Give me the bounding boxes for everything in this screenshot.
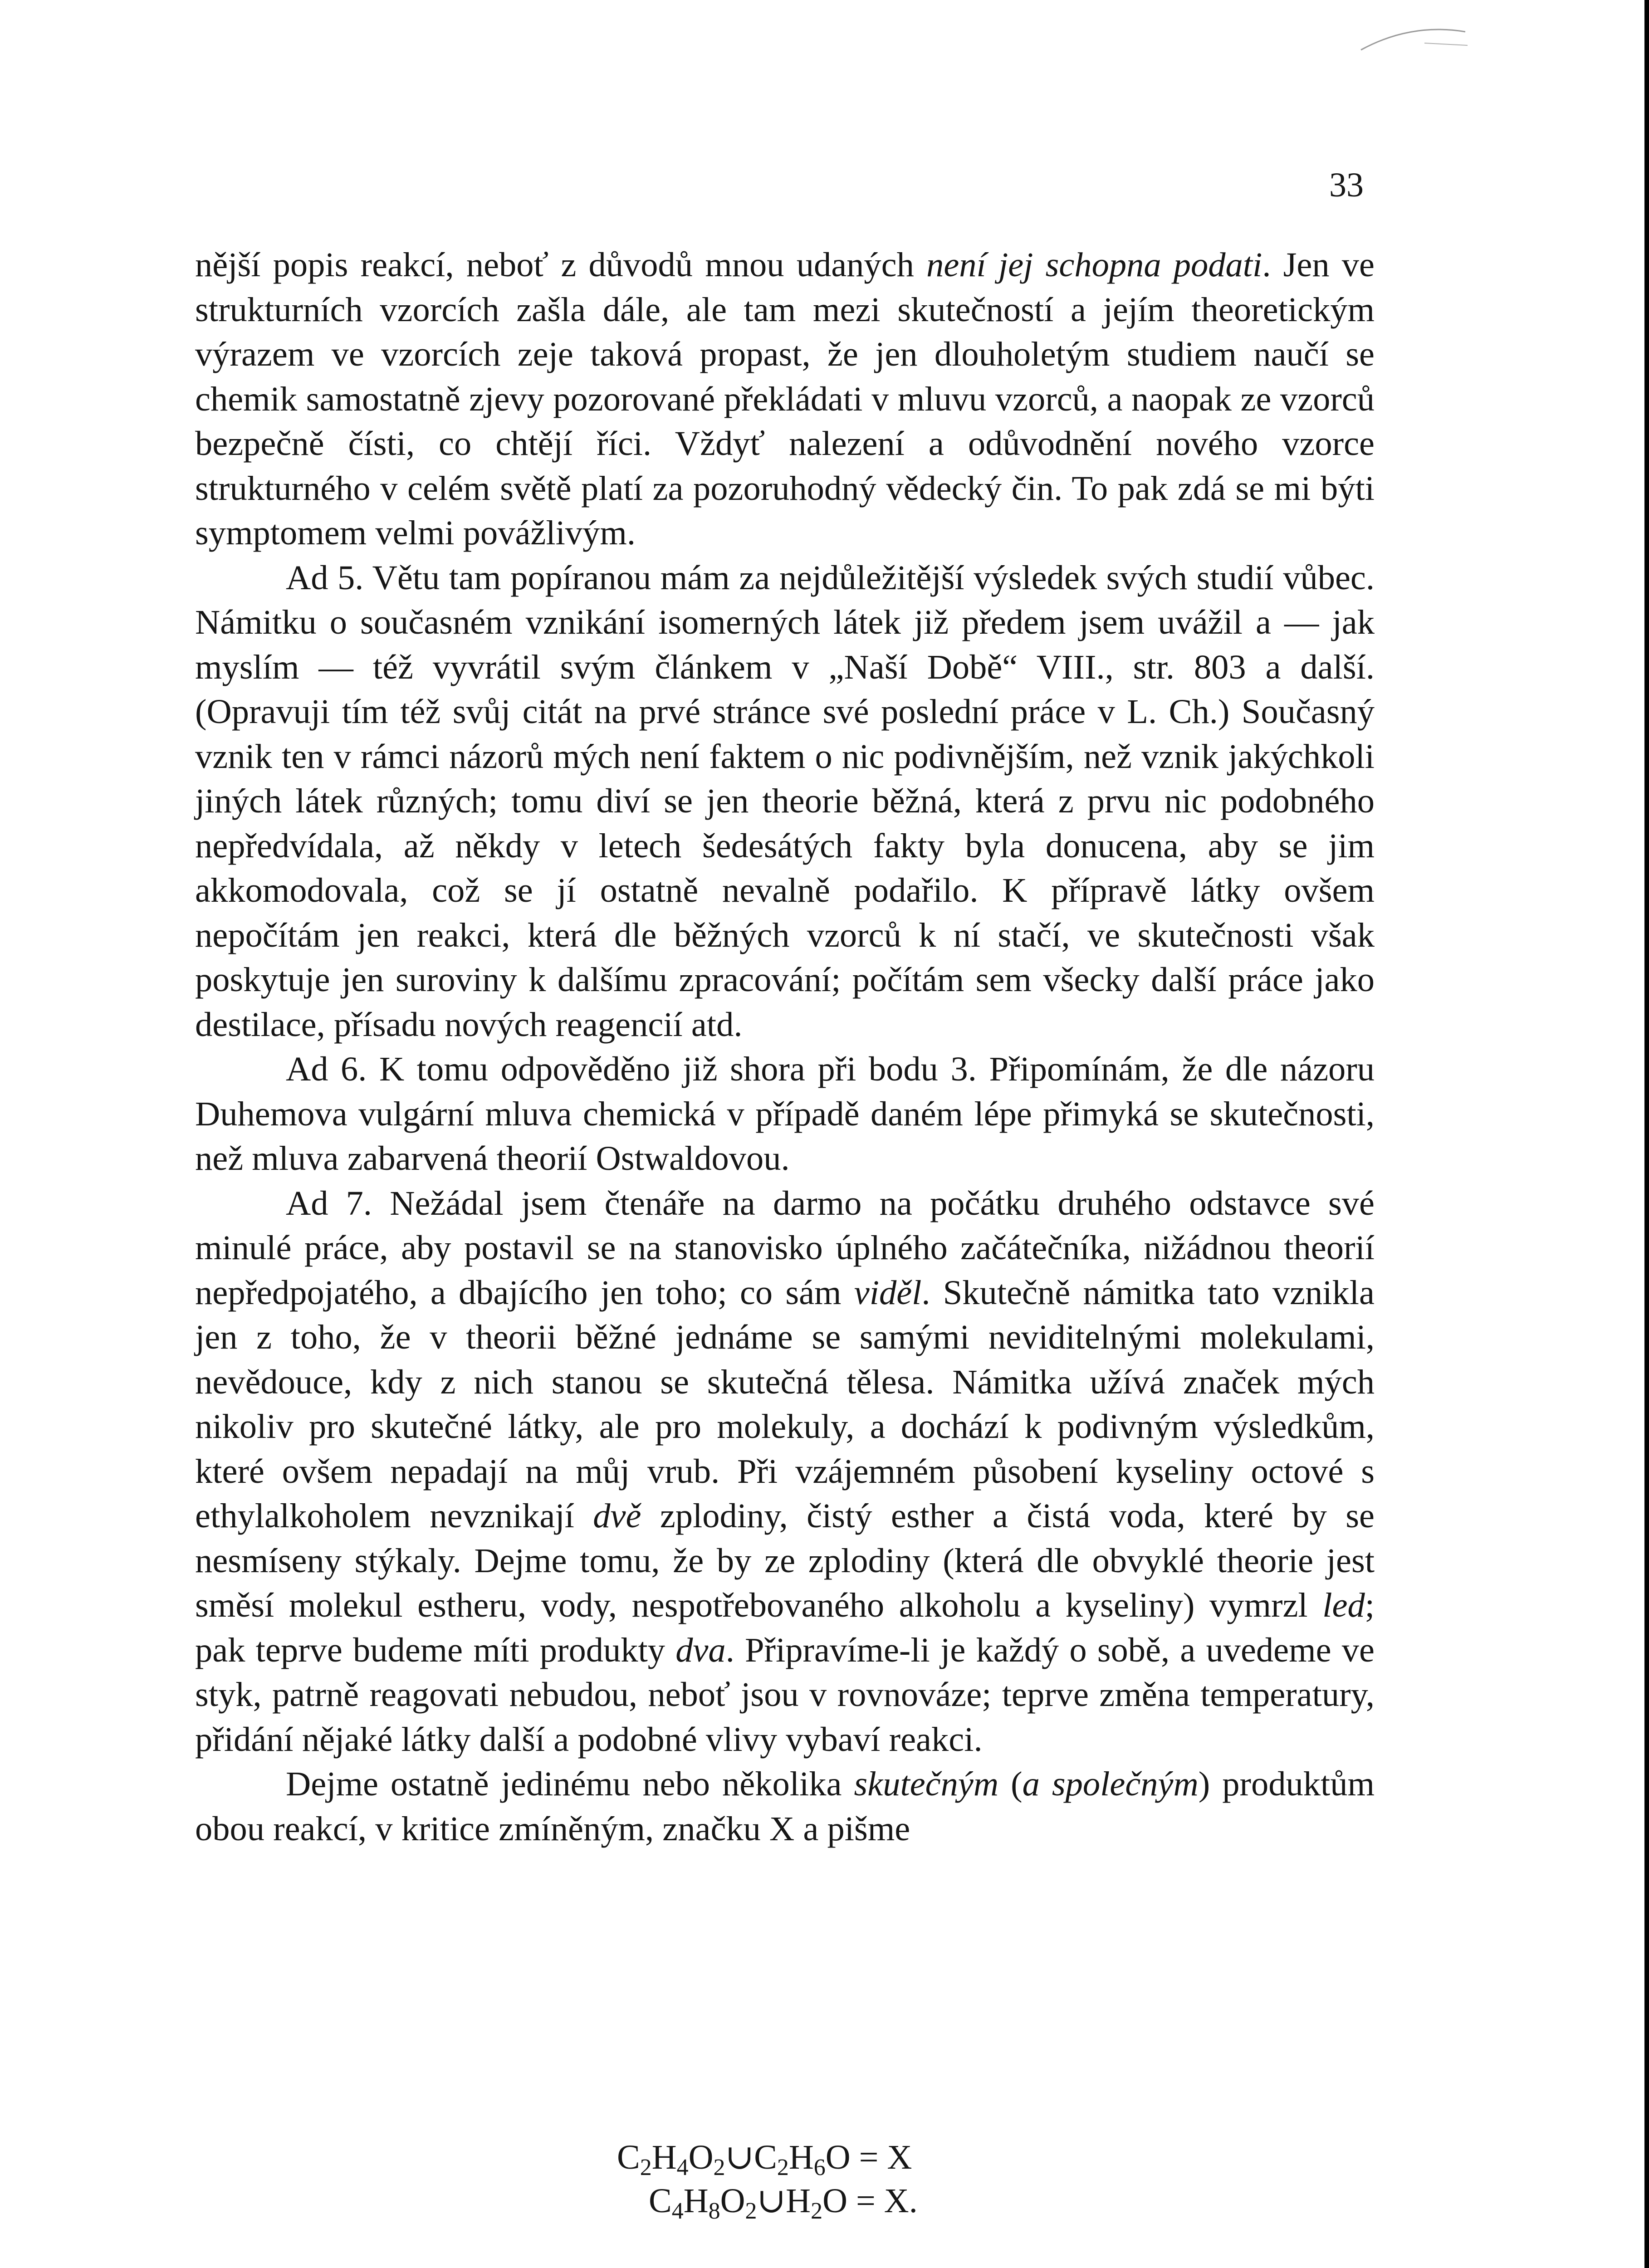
scan-corner-mark: [1356, 18, 1470, 54]
formula-symbol: ∪: [725, 2138, 754, 2176]
text-run: Ad 6. K tomu odpověděno již shora při bodu 3. Připomínám, že dle názoru Duhemova vulgární mluva chemická v případě daném lépe přimyká se skutečnosti, než mluva zabarvená theorií Ostwaldovou.: [195, 1050, 1375, 1178]
formula-symbol: O = X: [825, 2138, 912, 2176]
paragraph-ad-6: [195, 1047, 1375, 1181]
formula-symbol: H: [651, 2138, 677, 2176]
formula-symbol: C: [754, 2138, 777, 2176]
italic-run: dva: [675, 1630, 726, 1669]
formula-subscript: 2: [745, 2198, 757, 2224]
text-run: . Jen ve strukturních vzorcích zašla dále, ale tam mezi skutečností a jejím theoretickým výrazem ve vzorcích zeje taková propast, že jen dlouholetým studiem naučí se chemik samostatně zjevy pozorované překládati v mluvu vzorců, a naopak ze vzorců bezpečně čísti, co chtějí říci. Vždyť nalezení a odůvodnění nového vzorce strukturného v celém světě platí za pozoruhodný vědecký čin. To pak zdá se mi býti symptomem velmi povážlivým.: [195, 245, 1375, 552]
formula-symbol: O: [688, 2138, 714, 2176]
formula-symbol: H: [788, 2138, 814, 2176]
formula-subscript: 2: [713, 2155, 725, 2180]
italic-run: led: [1322, 1586, 1365, 1624]
formula-symbol: C: [617, 2138, 640, 2176]
formula-subscript: 6: [813, 2155, 826, 2180]
formula-symbol: O: [720, 2182, 745, 2220]
text-run: ) produktům obou reakcí, v kritice zmíněným, značku X a pišme: [195, 1765, 1375, 1848]
formula-block: [617, 2136, 918, 2223]
paragraph-ad-5: [195, 556, 1375, 1047]
text-run: zplodiny, čistý esther a čistá voda, které by se nesmíseny stýkaly. Dejme tomu, že by ze zplodiny (která dle obvyklé theorie jest směsí molekul estheru, vody, nespotřebovaného alkoholu a kyseliny) vymrzl: [195, 1496, 1375, 1624]
text-run: Ad 5. Větu tam popíranou mám za nejdůležitější výsledek svých studií vůbec. Námitku o současném vznikání isomerných látek již předem jsem uvážil a — jak myslím — též vyvrátil svým článkem v „Naší Době“ VIII., str. 803 a další. (Opravuji tím též svůj citát na prvé stránce své poslední práce v L. Ch.) Současný vznik ten v rámci názorů mých není faktem o nic podivnějším, než vznik jakýchkoli jiných látek různých; tomu diví se jen theorie běžná, která z prvu nic podobného nepředvídala, až někdy v letech šedesátých fakty byla donucena, aby se jim akkomodovala, což se jí ostatně nevalně podařilo. K přípravě látky ovšem nepočítám jen reakci, která dle běžných vzorců k ní stačí, ve skutečnosti však poskytuje jen suroviny k dalšímu zpracování; počítám sem všecky další práce jako destilace, přísadu nových reagencií atd.: [195, 558, 1375, 1044]
formula-subscript: 2: [811, 2198, 823, 2224]
text-run: nější popis reakcí, neboť z důvodů mnou udaných: [195, 245, 927, 284]
formula-line-1: [617, 2136, 918, 2179]
paragraph-1: [195, 243, 1375, 556]
formula-subscript: 2: [777, 2155, 789, 2180]
paragraph-ad-7: [195, 1181, 1375, 1762]
text-run: . Skutečně námitka tato vznikla jen z toho, že v theorii běžné jednáme se samými neviditelnými molekulami, nevědouce, kdy z nich stanou se skutečná tělesa. Námitka užívá značek mých nikoliv pro skutečné látky, ale pro molekuly, a dochází k podivným výsledkům, které ovšem nepadají na můj vrub. Při vzájemném působení kyseliny octové s ethylalkoholem nevznikají: [195, 1273, 1375, 1535]
formula-subscript: 4: [676, 2155, 689, 2180]
text-run: (: [998, 1765, 1023, 1803]
formula-subscript: 2: [640, 2155, 652, 2180]
formula-symbol: O = X.: [822, 2182, 918, 2220]
paragraph-final: [195, 1762, 1375, 1851]
text-run: Dejme ostatně jedinému nebo několika: [286, 1765, 854, 1803]
text-run: Ad 7. Nežádal jsem čtenáře na darmo na počátku druhého odstavce své minulé práce, aby postavil se na stanovisko úplného začátečníka, nižádnou theorií nepředpojatého, a dbajícího jen toho; co sám: [195, 1183, 1375, 1312]
page-number: 33: [1329, 166, 1364, 204]
body-text: [195, 243, 1375, 1851]
italic-run: není jej schopna podati: [926, 245, 1262, 284]
formula-line-2: [617, 2179, 918, 2223]
italic-run: viděl: [854, 1273, 922, 1312]
italic-run: skutečným: [854, 1765, 999, 1803]
formula-symbol: C: [649, 2182, 672, 2220]
text-run: . Připravíme-li je každý o sobě, a uvedeme ve styk, patrně reagovati nebudou, neboť jsou v rovnováze; teprve změna temperatury, přidání nějaké látky další a podobné vlivy vybaví reakci.: [195, 1630, 1375, 1759]
formula-symbol: H: [683, 2182, 709, 2220]
formula-subscript: 8: [708, 2198, 720, 2224]
formula-subscript: 4: [671, 2198, 684, 2224]
formula-symbol: H: [786, 2182, 811, 2220]
text-run: ; pak teprve budeme míti produkty: [195, 1586, 1375, 1669]
italic-run: dvě: [593, 1496, 641, 1535]
formula-symbol: ∪: [757, 2182, 786, 2220]
italic-run: a společným: [1022, 1765, 1199, 1803]
